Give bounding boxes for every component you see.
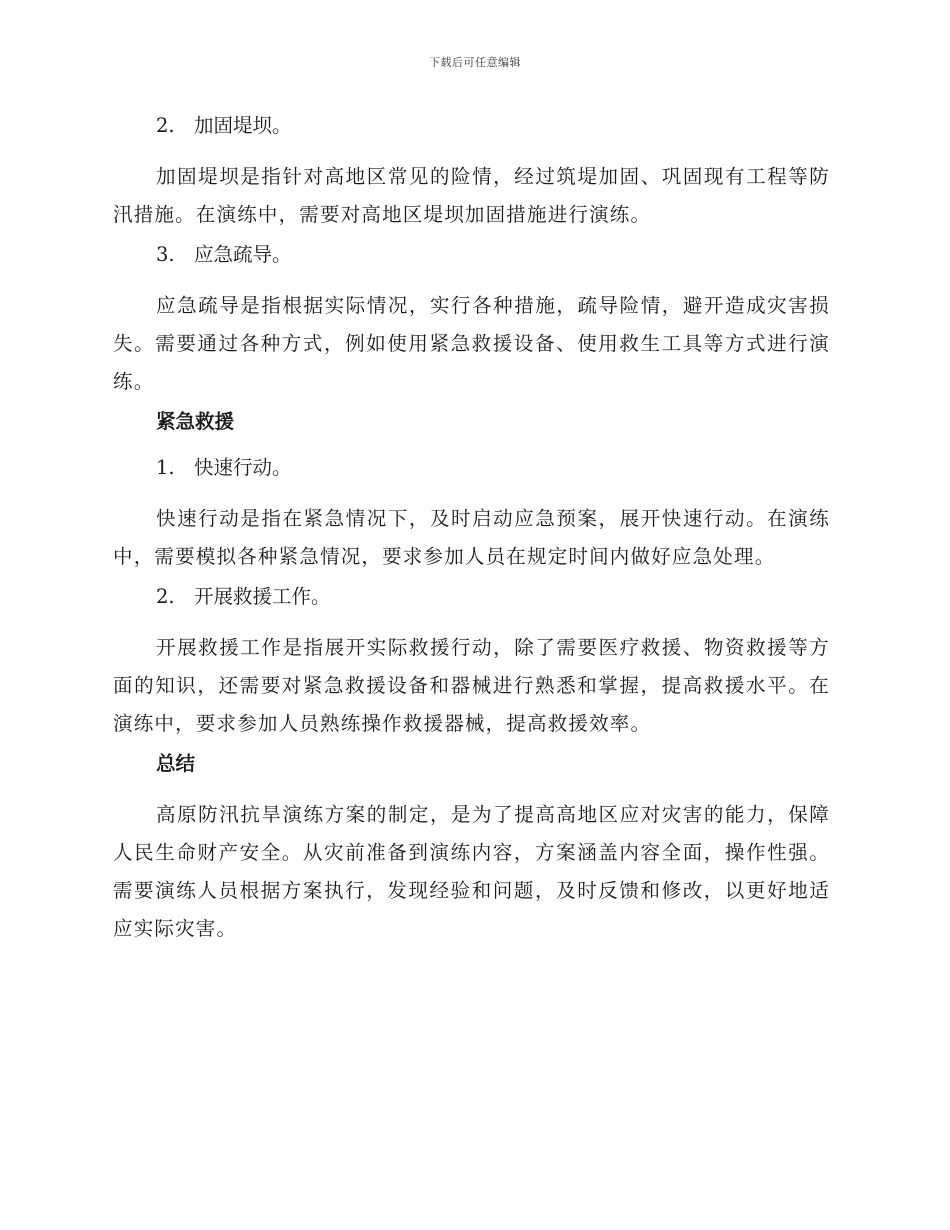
list-text: 快速行动。 (194, 456, 292, 479)
list-number: 3. (156, 243, 175, 266)
paragraph: 快速行动是指在紧急情况下，及时启动应急预案，展开快速行动。在演练中，需要模拟各种紧急情况，要求参加人员在规定时间内做好应急处理。 (113, 507, 830, 568)
list-item (113, 112, 830, 140)
paragraph: 加固堤坝是指针对高地区常见的险情，经过筑堤加固、巩固现有工程等防汛措施。在演练中，需要对高地区堤坝加固措施进行演练。 (113, 165, 830, 226)
section-heading: 紧急救援 (156, 410, 235, 433)
list-item (113, 583, 830, 611)
list-item (113, 241, 830, 269)
list-item (113, 454, 830, 482)
paragraph: 开展救援工作是指展开实际救援行动，除了需要医疗救援、物资救援等方面的知识，还需要对紧急救援设备和器械进行熟悉和掌握，提高救援水平。在演练中，要求参加人员熟练操作救援器械，提高救援效率。 (113, 636, 830, 735)
section-heading: 总结 (156, 752, 196, 775)
paragraph: 高原防汛抗旱演练方案的制定，是为了提高高地区应对灾害的能力，保障人民生命财产安全。从灾前准备到演练内容，方案涵盖内容全面，操作性强。需要演练人员根据方案执行，发现经验和问题，及时反馈和修改，以更好地适应实际灾害。 (113, 803, 830, 940)
list-text: 开展救援工作。 (194, 585, 331, 608)
list-text: 应急疏导。 (194, 243, 292, 266)
list-number: 1. (156, 456, 175, 479)
list-number: 2. (156, 585, 175, 608)
page-header: 下载后可任意编辑 (429, 56, 521, 69)
list-text: 加固堤坝。 (194, 114, 292, 137)
paragraph: 应急疏导是指根据实际情况，实行各种措施，疏导险情，避开造成灾害损失。需要通过各种方式，例如使用紧急救援设备、使用救生工具等方式进行演练。 (113, 294, 830, 393)
document-body (113, 112, 830, 955)
list-number: 2. (156, 114, 175, 137)
